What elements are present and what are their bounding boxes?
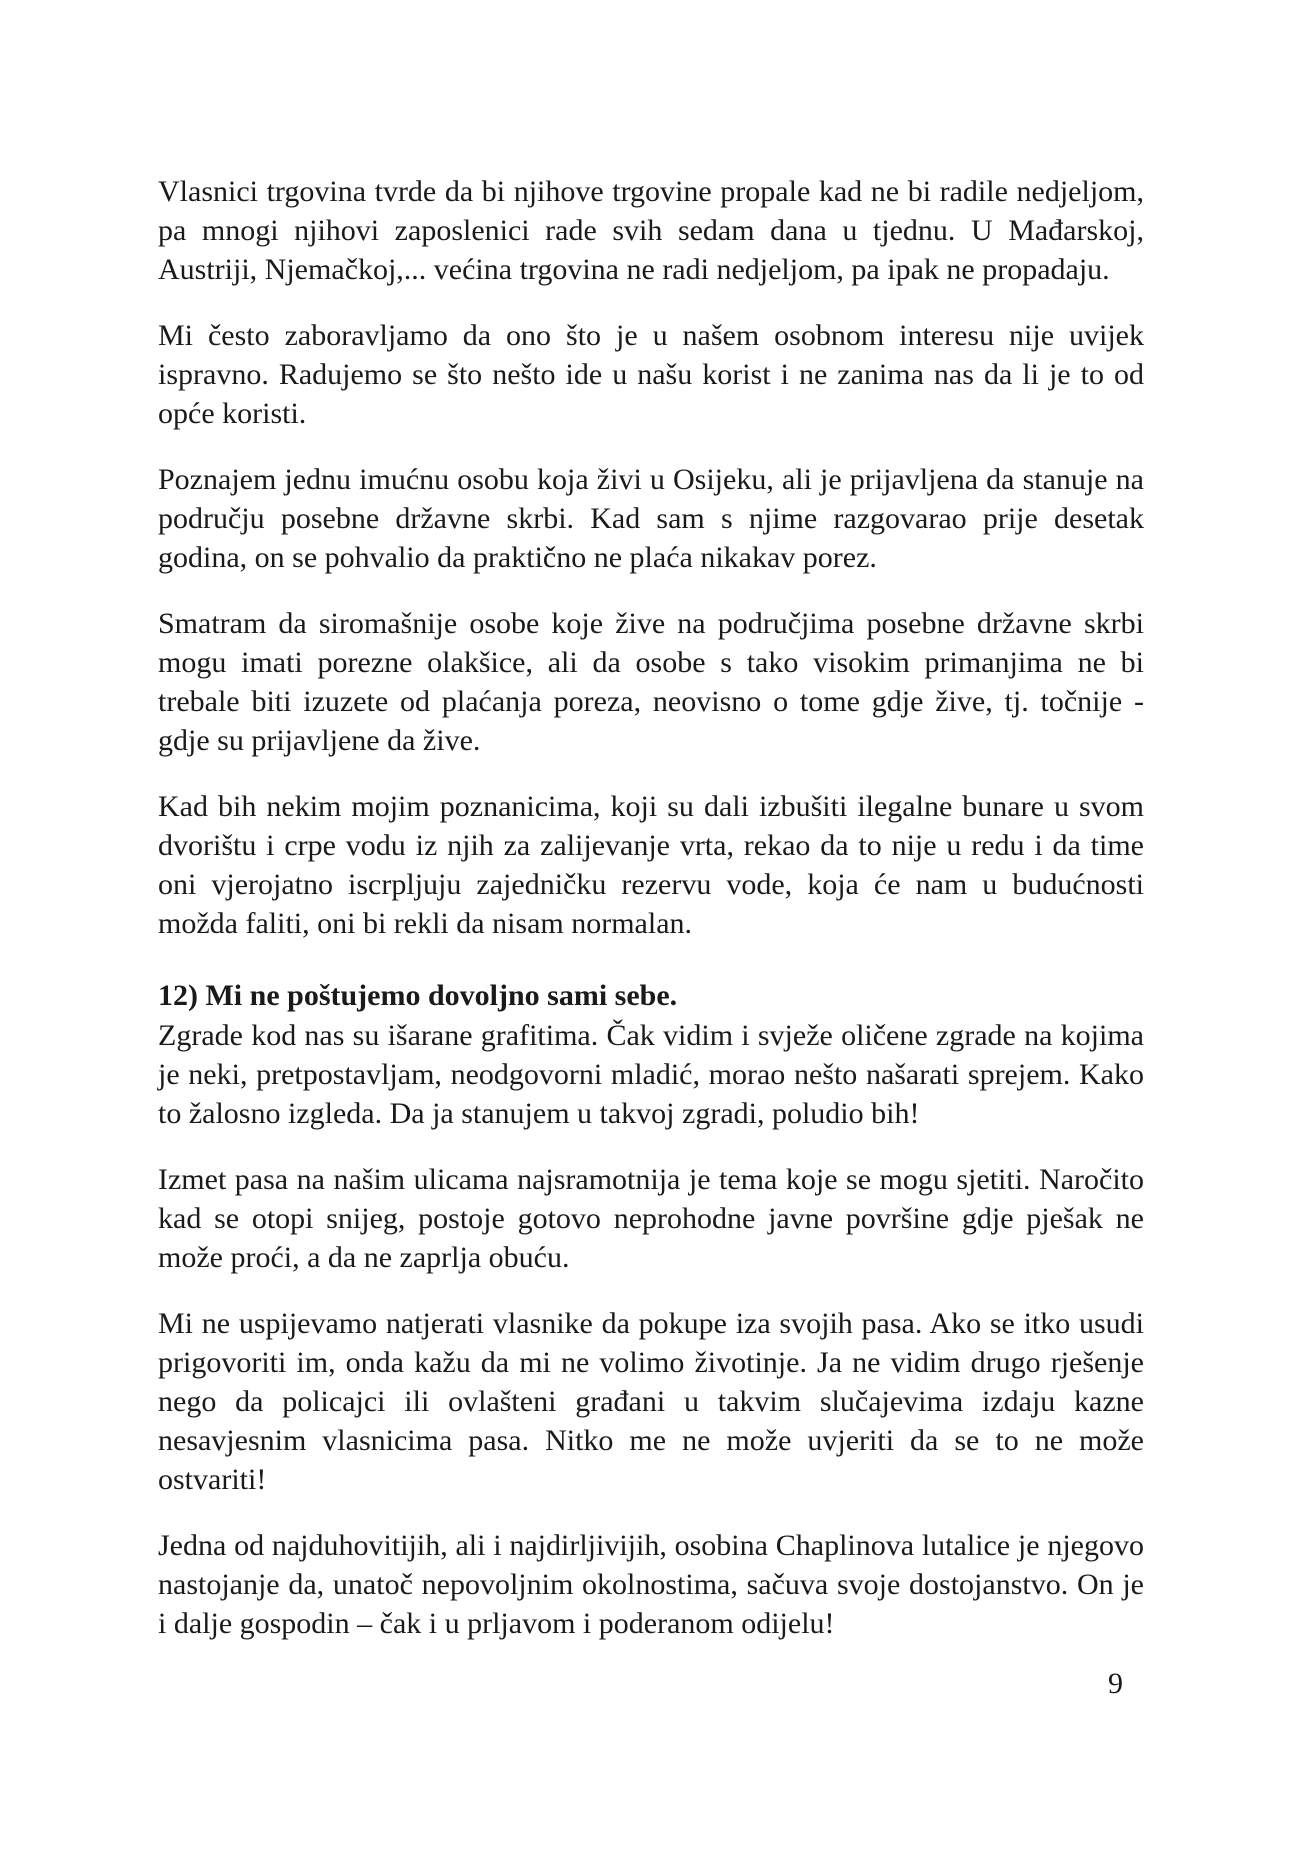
paragraph: Vlasnici trgovina tvrde da bi njihove trgovine propale kad ne bi radile nedjeljom, pa mnogi njihovi zaposlenici rade svih sedam dana u tjednu. U Mađarskoj, Austriji, Njemačkoj,... većina trgovina ne radi nedjeljom, pa ipak ne propadaju. [158,175,1144,286]
page-number: 9 [1108,1667,1123,1700]
page-body [158,172,1144,1670]
paragraph: Mi ne uspijevamo natjerati vlasnike da pokupe iza svojih pasa. Ako se itko usudi prigovoriti im, onda kažu da mi ne volimo životinje. Ja ne vidim drugo rješenje nego da policajci ili ovlašteni građani u takvim slučajevima izdaju kazne nesavjesnim vlasnicima pasa. Nitko me ne može uvjeriti da se to ne može ostvariti! [158,1307,1144,1496]
section-heading: 12) Mi ne poštujemo dovoljno sami sebe. [158,979,678,1012]
paragraph: Poznajem jednu imućnu osobu koja živi u Osijeku, ali je prijavljena da stanuje na području posebne državne skrbi. Kad sam s njime razgovarao prije desetak godina, on se pohvalio da praktično ne plaća nikakav porez. [158,463,1144,574]
paragraph: Mi često zaboravljamo da ono što je u našem osobnom interesu nije uvijek ispravno. Radujemo se što nešto ide u našu korist i ne zanima nas da li je to od opće koristi. [158,319,1144,430]
paragraph: Smatram da siromašnije osobe koje žive na područjima posebne državne skrbi mogu imati porezne olakšice, ali da osobe s tako visokim primanjima ne bi trebale biti izuzete od plaćanja poreza, neovisno o tome gdje žive, tj. točnije - gdje su prijavljene da žive. [158,607,1144,757]
paragraph: Jedna od najduhovitijih, ali i najdirljivijih, osobina Chaplinova lutalice je njegovo nastojanje da, unatoč nepovoljnim okolnostima, sačuva svoje dostojanstvo. On je i dalje gospodin – čak i u prljavom i poderanom odijelu! [158,1529,1144,1640]
paragraph: Zgrade kod nas su išarane grafitima. Čak vidim i svježe oličene zgrade na kojima je neki, pretpostavljam, neodgovorni mladić, morao nešto našarati sprejem. Kako to žalosno izgleda. Da ja stanujem u takvoj zgradi, poludio bih! [158,1019,1144,1130]
paragraph: Izmet pasa na našim ulicama najsramotnija je tema koje se mogu sjetiti. Naročito kad se otopi snijeg, postoje gotovo neprohodne javne površine gdje pješak ne može proći, a da ne zaprlja obuću. [158,1163,1144,1274]
paragraph: Kad bih nekim mojim poznanicima, koji su dali izbušiti ilegalne bunare u svom dvorištu i crpe vodu iz njih za zalijevanje vrta, rekao da to nije u redu i da time oni vjerojatno iscrpljuju zajedničku rezervu vode, koja će nam u budućnosti možda faliti, oni bi rekli da nisam normalan. [158,790,1144,940]
